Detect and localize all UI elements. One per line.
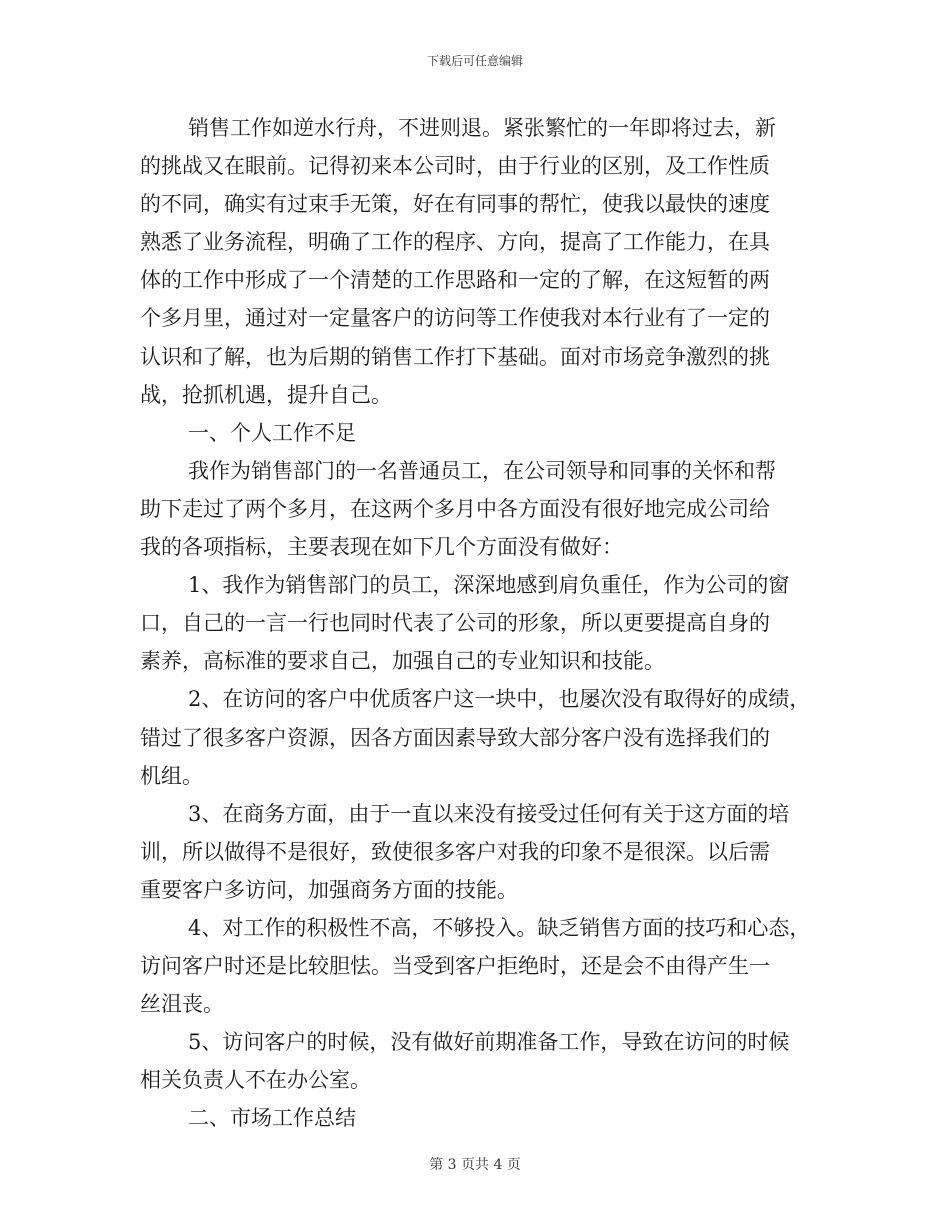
body-line: 4、对工作的积极性不高，不够投入。缺乏销售方面的技巧和心态，: [188, 915, 811, 940]
body-line: 个多月里，通过对一定量客户的访问等工作使我对本行业有了一定的: [140, 306, 770, 331]
body-line: 素养，高标准的要求自己，加强自己的专业知识和技能。: [140, 649, 665, 674]
body-line: 的挑战又在眼前。记得初来本公司时，由于行业的区别，及工作性质: [140, 154, 770, 179]
body-line: 口，自己的一言一行也同时代表了公司的形象，所以更要提高自身的: [140, 611, 770, 636]
body-line: 认识和了解，也为后期的销售工作打下基础。面对市场竞争激烈的挑: [140, 344, 770, 369]
document-body: [140, 109, 811, 1138]
body-line: 战，抢抓机遇，提升自己。: [140, 382, 392, 407]
body-line: 我作为销售部门的一名普通员工，在公司领导和同事的关怀和帮: [188, 458, 776, 483]
body-line: 体的工作中形成了一个清楚的工作思路和一定的了解，在这短暂的两: [140, 268, 770, 293]
page-header: 下载后可任意编辑: [426, 54, 523, 68]
body-line: 访问客户时还是比较胆怯。当受到客户拒绝时，还是会不由得产生一: [140, 954, 770, 979]
body-line: 二、市场工作总结: [188, 1106, 356, 1131]
body-line: 相关负责人不在办公室。: [140, 1068, 371, 1093]
body-line: 销售工作如逆水行舟，不进则退。紧张繁忙的一年即将过去，新: [188, 116, 776, 140]
body-line: 机组。: [140, 763, 203, 788]
body-line: 3、在商务方面，由于一直以来没有接受过任何有关于这方面的培: [188, 801, 790, 826]
body-line: 5、访问客户的时候，没有做好前期准备工作，导致在访问的时候: [188, 1030, 790, 1055]
body-line: 熟悉了业务流程，明确了工作的程序、方向，提高了工作能力，在具: [140, 230, 770, 255]
body-line: 助下走过了两个多月，在这两个多月中各方面没有很好地完成公司给: [140, 496, 770, 521]
body-line: 错过了很多客户资源，因各方面因素导致大部分客户没有选择我们的: [140, 725, 770, 750]
page-footer: 第 3 页共 4 页: [429, 1157, 521, 1173]
body-line: 的不同，确实有过束手无策，好在有同事的帮忙，使我以最快的速度: [140, 192, 770, 217]
body-line: 2、在访问的客户中优质客户这一块中，也屡次没有取得好的成绩，: [188, 687, 811, 712]
body-line: 丝沮丧。: [140, 992, 224, 1017]
body-line: 训，所以做得不是很好，致使很多客户对我的印象不是很深。以后需: [140, 839, 770, 864]
body-line: 重要客户多访问，加强商务方面的技能。: [140, 877, 518, 902]
body-line: 我的各项指标，主要表现在如下几个方面没有做好：: [140, 535, 623, 560]
body-line: 一、个人工作不足: [188, 420, 356, 445]
body-line: 1、我作为销售部门的员工，深深地感到肩负重任，作为公司的窗: [188, 573, 790, 598]
